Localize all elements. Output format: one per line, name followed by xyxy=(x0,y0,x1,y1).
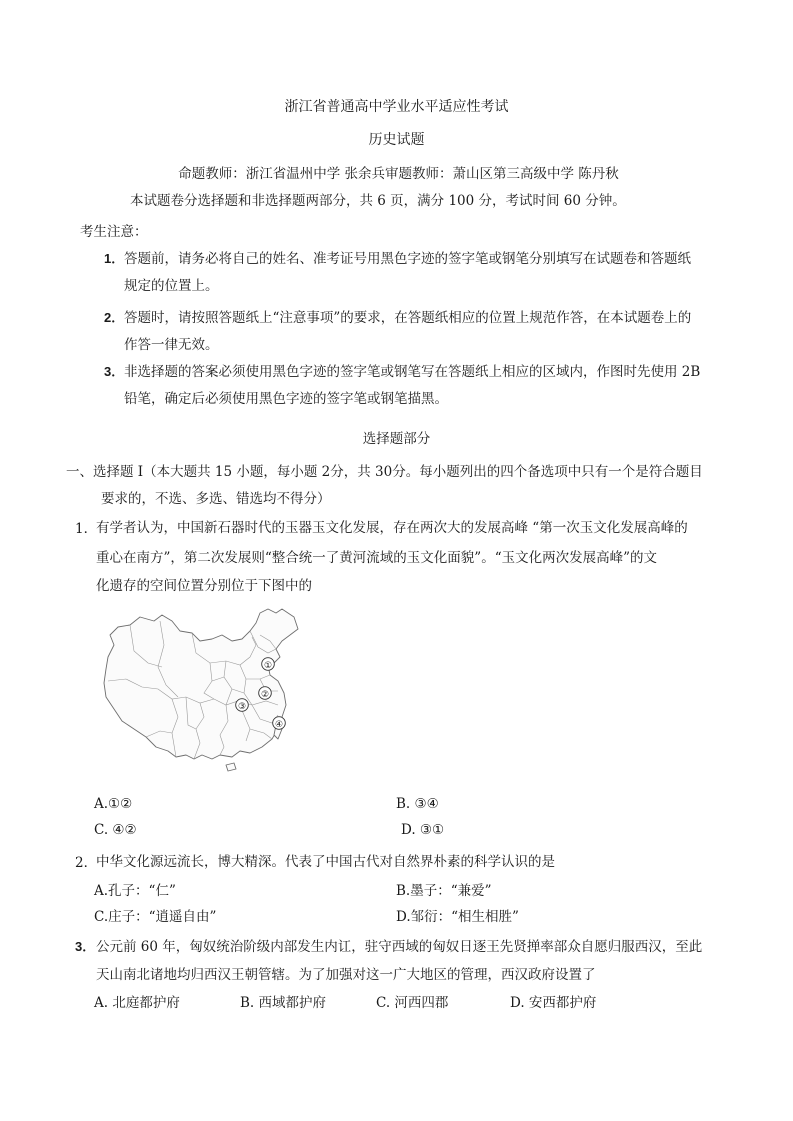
q2-option-b[interactable]: B.墨子：“兼爱” xyxy=(396,883,492,899)
section-intro: 一、选择题 I（本大题共 15 小题，每小题 2分，共 30分。每小题列出的四个备选项中只有一个是符合题目 xyxy=(66,464,703,480)
question-text: 天山南北诸地均归西汉王朝管辖。为了加强对这一广大地区的管理，西汉政府设置了 xyxy=(96,967,596,983)
notice-heading: 考生注意： xyxy=(80,224,148,240)
notice-item-text-cont: 作答一律无效。 xyxy=(124,337,219,353)
section-title: 选择题部分 xyxy=(362,431,431,447)
section-intro-cont: 要求的，不选、多选、错选均不得分） xyxy=(101,491,331,507)
svg-text:①: ① xyxy=(263,661,273,671)
q1-option-b[interactable]: B. ③④ xyxy=(396,796,439,812)
q3-option-c[interactable]: C. 河西四郡 xyxy=(376,995,449,1011)
question-text: 公元前 60 年，匈奴统治阶级内部发生内讧，驻守西域的匈奴日逐王先贤掸率部众自愿归服西汉，至此 xyxy=(96,939,703,955)
q2-option-c[interactable]: C.庄子：“逍遥自由” xyxy=(94,909,217,925)
notice-item-number: 1． xyxy=(104,251,125,266)
question-number: 3． xyxy=(75,939,96,954)
exam-intro: 本试题卷分选择题和非选择题两部分，共 6 页，满分 100 分，考试时间 60 分钟。 xyxy=(130,193,626,209)
q3-option-a[interactable]: A. 北庭都护府 xyxy=(94,995,180,1011)
q3-option-b[interactable]: B. 西域都护府 xyxy=(240,995,327,1011)
q2-option-d[interactable]: D.邹衍：“相生相胜” xyxy=(396,909,519,925)
notice-item-text: 答题前，请务必将自己的姓名、准考证号用黑色字迹的签字笔或钢笔分别填写在试题卷和答题纸 xyxy=(124,251,691,267)
question-text: 有学者认为，中国新石器时代的玉器玉文化发展，存在两次大的发展高峰 “第一次玉文化发展高峰的 xyxy=(96,520,688,536)
question-text: 中华文化源远流长，博大精深。代表了中国古代对自然界朴素的科学认识的是 xyxy=(96,854,555,870)
question-text: 化遗存的空间位置分别位于下图中的 xyxy=(96,578,312,594)
hainan-outline xyxy=(226,763,236,771)
q1-option-c[interactable]: C. ④② xyxy=(94,822,137,838)
question-text: 重心在南方”，第二次发展则“整合统一了黄河流域的玉文化面貌”。“玉文化两次发展高峰”的文 xyxy=(96,550,658,566)
svg-text:③: ③ xyxy=(237,702,247,712)
q1-option-a[interactable]: A.①② xyxy=(94,796,133,812)
notice-item-number: 3． xyxy=(104,364,125,379)
map-marker-4 xyxy=(273,717,286,730)
svg-text:②: ② xyxy=(260,690,270,700)
notice-item-text: 答题时，请按照答题纸上“注意事项”的要求，在答题纸相应的位置上规范作答，在本试题卷上的 xyxy=(124,310,692,326)
exam-title: 浙江省普通高中学业水平适应性考试 xyxy=(284,99,509,115)
map-marker-1 xyxy=(262,658,275,671)
notice-item-number: 2． xyxy=(104,310,125,325)
china-map-figure xyxy=(100,605,305,777)
exam-subject: 历史试题 xyxy=(368,132,425,148)
map-marker-3 xyxy=(236,699,249,712)
q2-option-a[interactable]: A.孔子：“仁” xyxy=(94,883,176,899)
notice-item-text-cont: 规定的位置上。 xyxy=(124,278,219,294)
q3-option-d[interactable]: D. 安西都护府 xyxy=(510,995,597,1011)
notice-item-text: 非选择题的答案必须使用黑色字迹的签字笔或钢笔写在答题纸上相应的区域内，作图时先使用 2B xyxy=(124,364,701,380)
q1-option-d[interactable]: D. ③① xyxy=(401,822,445,838)
china-map-image xyxy=(100,605,305,777)
question-number: 1． xyxy=(75,521,98,537)
map-marker-2 xyxy=(259,687,272,700)
exam-authors: 命题教师：浙江省温州中学 张余兵审题教师：萧山区第三高级中学 陈丹秋 xyxy=(178,166,619,182)
question-number: 2． xyxy=(75,855,98,871)
svg-text:④: ④ xyxy=(274,720,284,730)
notice-item-text-cont: 铅笔，确定后必须使用黑色字迹的签字笔或钢笔描黑。 xyxy=(124,391,448,407)
